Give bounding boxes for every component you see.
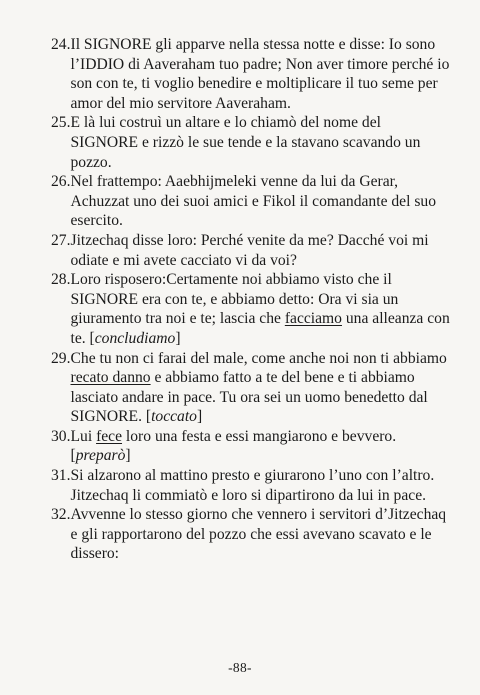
verse-text	[71, 35, 452, 113]
underlined-word: facciamo	[284, 310, 342, 328]
verse-number: 26.	[51, 173, 71, 191]
verse-text	[71, 505, 452, 564]
text-segment: e abbiamo fatto a te del bene e ti abbiamo lasciato andare in pace. Tu ora sei un uomo benedetto dal SIGNORE. [	[70, 369, 428, 426]
text-segment: Il SIGNORE gli apparve nella stessa notte e disse: Io sono l’IDDIO di Aaveraham tuo padre; Non aver timore perché io son con te, ti voglio benedire e moltiplicare il tuo seme per amor del mio servitore Aaveraham.	[70, 36, 450, 112]
verse	[51, 349, 451, 427]
verse-text	[71, 270, 452, 348]
text-segment: ]	[125, 447, 131, 465]
verse-list	[51, 35, 451, 564]
verse	[51, 113, 451, 172]
italic-gloss: toccato	[151, 408, 197, 426]
text-segment: loro una festa e essi mangiarono e bevvero. [	[70, 427, 397, 465]
italic-gloss: preparò	[75, 447, 126, 465]
verse	[51, 172, 451, 231]
verse-text	[71, 349, 452, 427]
text-segment: ]	[175, 329, 181, 347]
text-segment: Loro risposero:Certamente noi abbiamo visto che il SIGNORE era con te, e abbiamo detto: Ora vi sia un giuramento tra noi e te; lascia che	[70, 271, 399, 328]
page-number: -88-	[228, 660, 252, 675]
verse	[51, 466, 451, 505]
italic-gloss: concludiamo	[94, 329, 176, 347]
text-segment: Lui	[70, 427, 97, 445]
verse-text	[71, 231, 452, 270]
verse-text	[71, 466, 452, 505]
verse-text	[71, 427, 452, 466]
text-segment: Jitzechaq disse loro: Perché venite da me? Dacché voi mi odiate e mi avete cacciato vi da voi?	[70, 231, 429, 269]
verse-number: 32.	[51, 506, 71, 524]
verse	[51, 35, 451, 113]
verse	[51, 427, 451, 466]
verse-number: 29.	[51, 349, 71, 367]
verse-text	[71, 113, 452, 172]
verse	[51, 270, 451, 348]
verse-number: 28.	[51, 271, 71, 289]
verse-number: 25.	[51, 114, 71, 132]
verse	[51, 231, 451, 270]
underlined-word: fece	[96, 427, 123, 445]
verse-number: 27.	[51, 231, 71, 249]
verse	[51, 505, 451, 564]
verse-number: 24.	[51, 36, 71, 53]
text-segment: Nel frattempo: Aaebhijmeleki venne da lui da Gerar, Achuzzat uno dei suoi amici e Fikol il comandante del suo esercito.	[70, 173, 436, 230]
text-segment: E là lui costruì un altare e lo chiamò del nome del SIGNORE e rizzò le sue tende e la stavano scavando un pozzo.	[70, 114, 421, 171]
text-segment: ]	[196, 408, 203, 426]
text-segment: Si alzarono al mattino presto e giurarono l’uno con l’altro. Jitzechaq li commiatò e loro si dipartirono da lui in pace.	[70, 467, 435, 504]
text-segment: una alleanza con te. [	[70, 310, 450, 347]
verse-text	[71, 172, 452, 231]
text-segment: Che tu non ci farai del male, come anche noi non ti abbiamo	[70, 349, 447, 367]
verse-number: 31.	[51, 467, 71, 485]
underlined-word: recato danno	[70, 369, 151, 387]
verse-number: 30.	[51, 427, 71, 445]
text-segment: Avvenne lo stesso giorno che vennero i servitori d’Jitzechaq e gli rapportarono del pozzo che essi avevano scavato e le dissero:	[70, 506, 447, 563]
